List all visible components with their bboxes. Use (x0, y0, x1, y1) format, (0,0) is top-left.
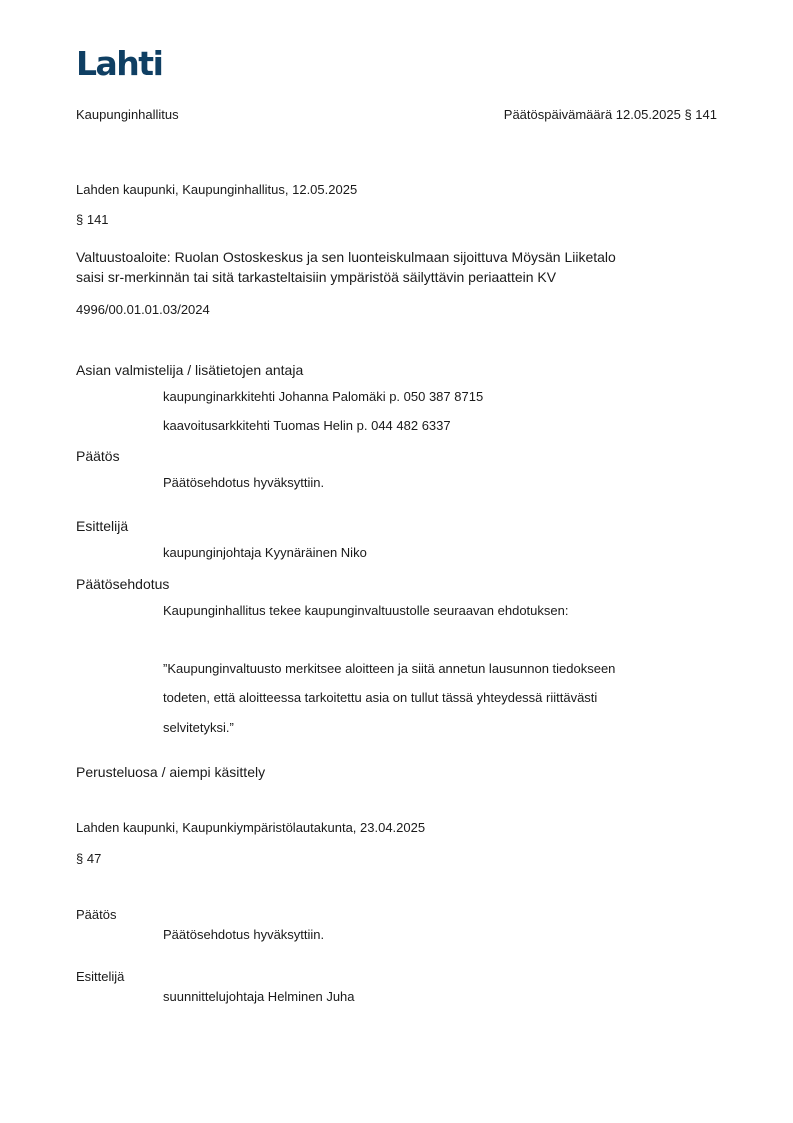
proposal-quote-line-1: ”Kaupunginvaltuusto merkitsee aloitteen ja siitä annetun lausunnon tiedokseen (163, 661, 616, 676)
prior-presenter-text: suunnittelujohtaja Helminen Juha (163, 989, 355, 1004)
proposal-intro: Kaupunginhallitus tekee kaupunginvaltuustolle seuraavan ehdotuksen: (163, 603, 569, 618)
lahti-logo: Lahti (76, 44, 163, 83)
proposal-quote-line-3: selvitetyksi.” (163, 720, 234, 735)
decision-text: Päätösehdotus hyväksyttiin. (163, 475, 325, 490)
proposal-quote-line-2: todeten, että aloitteessa tarkoitettu asia on tullut tässä yhteydessä riittävästi (163, 690, 598, 705)
title-line-1: Valtuustoaloite: Ruolan Ostoskeskus ja sen luonteiskulmaan sijoittuva Möysän Liiketalo (76, 249, 616, 265)
decision-date-reference: Päätöspäivämäärä 12.05.2025 § 141 (503, 107, 717, 122)
background-heading: Perusteluosa / aiempi käsittely (76, 764, 266, 780)
prior-meeting-section: § 47 (76, 851, 102, 866)
presenter-heading: Esittelijä (76, 518, 129, 534)
prior-decision-heading: Päätös (76, 907, 117, 922)
prior-presenter-heading: Esittelijä (76, 969, 125, 984)
presenter-text: kaupunginjohtaja Kyynäräinen Niko (163, 545, 367, 560)
preparer-2: kaavoitusarkkitehti Tuomas Helin p. 044 482 6337 (163, 418, 451, 433)
title-line-2: saisi sr-merkinnän tai sitä tarkasteltaisiin ympäristöä säilyttävin periaattein KV (76, 269, 557, 285)
diary-number: 4996/00.01.01.03/2024 (76, 302, 210, 317)
meeting-line: Lahden kaupunki, Kaupunginhallitus, 12.05.2025 (76, 182, 358, 197)
organ-name: Kaupunginhallitus (76, 107, 179, 122)
prior-decision-text: Päätösehdotus hyväksyttiin. (163, 927, 325, 942)
meeting-section: § 141 (76, 212, 109, 227)
preparation-heading: Asian valmistelija / lisätietojen antaja (76, 362, 304, 378)
preparer-1: kaupunginarkkitehti Johanna Palomäki p. 050 387 8715 (163, 389, 484, 404)
prior-meeting-line: Lahden kaupunki, Kaupunkiympäristölautakunta, 23.04.2025 (76, 820, 426, 835)
decision-heading: Päätös (76, 448, 120, 464)
proposal-heading: Päätösehdotus (76, 576, 170, 592)
